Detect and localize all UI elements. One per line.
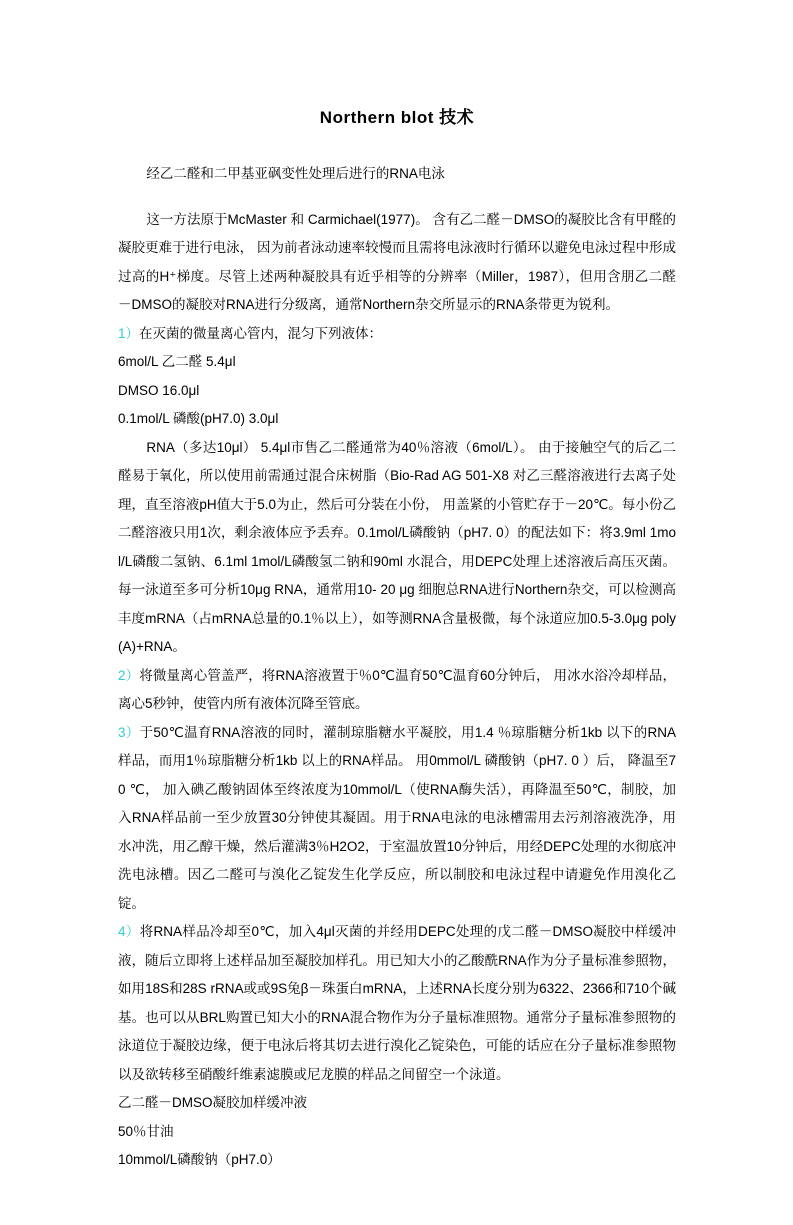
step-4-paragraph: [118, 918, 676, 1089]
reagent-line-3: 0.1mol/L 磷酸(pH7.0) 3.0μl: [118, 411, 279, 426]
step-2-paragraph: [118, 662, 676, 719]
step-2-marker: 2）: [118, 667, 140, 683]
step-3-text: 于50℃温育RNA溶液的同时，灌制琼脂糖水平凝胶，用1.4 ％琼脂糖分析1kb 以下的RNA样品，而用1％琼脂糖分析1kb 以上的RNA样品。 用0mmol/L 磷酸钠（pH7. 0 ）后， 降温至70 ℃， 加入碘乙酸钠固体至终浓度为10mmol/L（使RNA酶失活），再降温至50℃，制胶，加入RNA样品前一至少放置30分钟使其凝固。用于RNA电泳的电泳槽需用去污剂溶液洗净，用水冲洗，用乙醇干燥，然后灌满3％H2O2，于室温放置10分钟后，用经DEPC处理的水彻底冲洗电泳槽。因乙二醛可与溴化乙锭发生化学反应，所以制胶和电泳过程中请避免作用溴化乙锭。: [118, 724, 677, 911]
buffer-line-1: 50％甘油: [118, 1123, 174, 1139]
step-3-paragraph: [118, 719, 676, 919]
rna-note-paragraph: RNA（多达10μl） 5.4μl市售乙二醛通常为40％溶液（6mol/L）。 由于接触空气的后乙二醛易于氧化，所以使用前需通过混合床树脂（Bio-Rad AG 501-X8 对乙三醛溶液进行去离子处理，直至溶液pH值大于5.0为止，然后可分装在小份， 用盖紧的小管贮存于－20℃。每小份乙二醛溶液只用1次，剩余液体应予丢弃。0.1mol/L磷酸钠（pH7. 0）的配法如下：将3.9ml 1mol/L磷酸二氢钠、6.1ml 1mol/L磷酸氢二钠和90ml 水混合，用DEPC处理上述溶液后高压灭菌。每一泳道至多可分析10μg RNA，通常用10- 20 μg 细胞总RNA进行Northern杂交，可以检测高丰度mRNA（占mRNA总量的0.1％以上），如等测RNA含量极微，每个泳道应加0.5-3.0μg poly(A)+RNA。: [118, 439, 676, 654]
step-1-text: 在灭菌的微量离心管内，混匀下列液体：: [139, 325, 383, 341]
buffer-heading: 乙二醛－DMSO凝胶加样缓冲液: [118, 1095, 307, 1110]
step-1-marker: 1）: [118, 325, 140, 341]
reagent-line-2: DMSO 16.0μl: [118, 382, 200, 398]
reagent-line-1: 6mol/L 乙二醛 5.4μl: [118, 354, 236, 369]
step-3-marker: 3）: [118, 724, 140, 740]
buffer-line-2: 10mmol/L磷酸钠（pH7.0）: [118, 1152, 281, 1167]
subtitle-paragraph: 经乙二醛和二甲基亚砜变性处理后进行的RNA电泳: [146, 166, 445, 181]
intro-paragraph: 这一方法原于McMaster 和 Carmichael(1977)。 含有乙二醛－DMSO的凝胶比含有甲醛的凝胶更难于进行电泳， 因为前者泳动速率较慢而且需将电泳液时行循环以避免电泳过程中形成过高的H⁺梯度。尽管上述两种凝胶具有近乎相等的分辨率（Miller，1987），但用含朋乙二醛－DMSO的凝胶对RNA进行分级离，通常Northern杂交所显示的RNA条带更为锐利。: [118, 211, 676, 312]
document-title: Northern blot 技术: [319, 108, 475, 127]
step-2-text: 将微量离心管盖严，将RNA溶液置于％0℃温育50℃温育60分钟后， 用冰水浴冷却样品，离心5秒钟，使管内所有液体沉降至管底。: [118, 667, 676, 711]
step-4-text: 将RNA样品冷却至0℃，加入4μl灭菌的并经用DEPC处理的戊二醛－DMSO凝胶中样缓冲液，随后立即将上述样品加至凝胶加样孔。用已知大小的乙酸酰RNA作为分子量标准参照物，如用18S和28S rRNA或或9S兔β－珠蛋白mRNA，上述RNA长度分别为6322、2366和710个碱基。也可以从BRL购置已知大小的RNA混合物作为分子量标准照物。通常分子量标准参照物的泳道位于凝胶边缘，便于电泳后将其切去进行溴化乙锭染色，可能的话应在分子量标准参照物以及欲转移至硝酸纤维素滤膜或尼龙膜的样品之间留空一个泳道。: [118, 924, 676, 1082]
step-4-marker: 4）: [118, 924, 140, 939]
step-1-paragraph: [118, 320, 676, 349]
